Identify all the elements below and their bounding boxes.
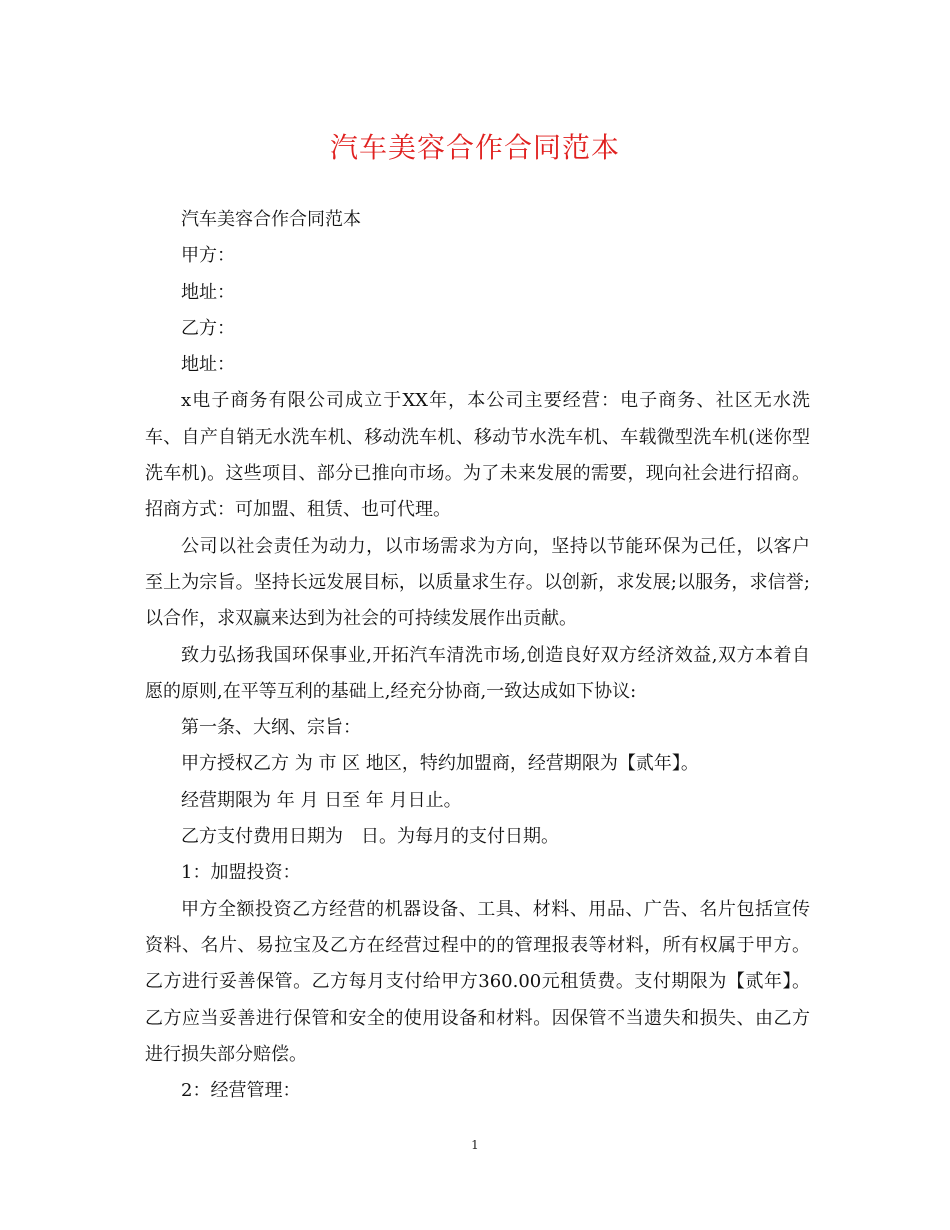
party-b-label: 乙方： <box>181 317 235 339</box>
paragraph-heading: 汽车美容合作合同范本 <box>181 209 361 230</box>
party-a-address-label: 地址： <box>181 281 235 303</box>
section-operation-management: 2：经营管理： <box>181 1080 301 1102</box>
party-a-label: 甲方： <box>181 245 235 267</box>
party-b-address-label: 地址： <box>181 354 235 376</box>
section-franchise-investment: 1：加盟投资： <box>181 862 301 884</box>
paragraph-term: 经营期限为 年 月 日至 年 月日止。 <box>181 789 462 811</box>
paragraph-company-mission: 公司以社会责任为动力，以市场需求为方向，坚持以节能环保为己任，以客户至上为宗旨。坚持长远发展目标，以质量求生存。以创新，求发展;以服务，求信誉;以合作，求双赢来达到为社会的可持续发展作出贡献。 <box>145 535 810 630</box>
paragraph-investment-details: 甲方全额投资乙方经营的机器设备、工具、材料、用品、广告、名片包括宣传资料、名片、易拉宝及乙方在经营过程中的的管理报表等材料，所有权属于甲方。乙方进行妥善保管。乙方每月支付给甲方360.00元租赁费。支付期限为【贰年】。乙方应当妥善进行保管和安全的使用设备和材料。因保管不当遗失和损失、由乙方进行损失部分赔偿。 <box>145 898 810 1065</box>
article-one-heading: 第一条、大纲、宗旨： <box>181 717 361 739</box>
page-number: 1 <box>471 1138 479 1152</box>
paragraph-authorization: 甲方授权乙方 为 市 区 地区，特约加盟商，经营期限为【贰年】。 <box>181 753 699 775</box>
paragraph-company-intro: x电子商务有限公司成立于XX年，本公司主要经营：电子商务、社区无水洗车、自产自销无水洗车机、移动洗车机、移动节水洗车机、车载微型洗车机(迷你型洗车机)。这些项目、部分已推向市场。为了未来发展的需要，现向社会进行招商。招商方式：可加盟、租赁、也可代理。 <box>145 390 810 521</box>
paragraph-payment-date: 乙方支付费用日期为 日。为每月的支付日期。 <box>181 826 559 848</box>
document-body <box>145 202 810 1109</box>
document-title: 汽车美容合作合同范本 <box>329 131 620 164</box>
paragraph-agreement-intro: 致力弘扬我国环保事业,开拓汽车清洗市场,创造良好双方经济效益,双方本着自愿的原则,在平等互利的基础上,经充分协商,一致达成如下协议: <box>145 644 810 702</box>
